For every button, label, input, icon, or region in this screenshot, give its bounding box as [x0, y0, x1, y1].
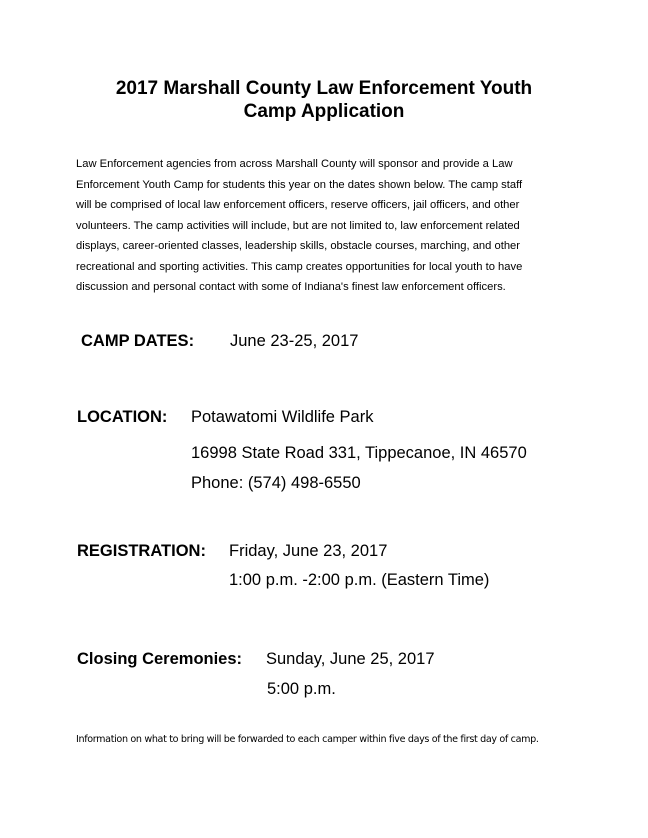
intro-line: recreational and sporting activities. This camp creates opportunities for local youth to have: [76, 260, 523, 273]
registration-time: 1:00 p.m. -2:00 p.m. (Eastern Time): [229, 571, 490, 589]
intro-line: will be comprised of local law enforcement officers, reserve officers, jail officers, and other: [76, 199, 520, 211]
location-address: 16998 State Road 331, Tippecanoe, IN 46570: [191, 444, 527, 462]
document-title-line-2: Camp Application: [243, 101, 405, 122]
closing-ceremonies-label: Closing Ceremonies:: [77, 650, 243, 668]
intro-line: discussion and personal contact with some of Indiana's finest law enforcement officers.: [76, 281, 506, 293]
intro-line: displays, career-oriented classes, leadership skills, obstacle courses, marching, and other: [76, 240, 520, 252]
intro-line: Law Enforcement agencies from across Marshall County will sponsor and provide a Law: [76, 158, 513, 170]
closing-label-row: [77, 649, 242, 669]
intro-paragraph: [76, 154, 586, 298]
closing-time: 5:00 p.m.: [267, 680, 336, 698]
location-label: LOCATION:: [77, 408, 168, 426]
camp-dates-value: June 23-25, 2017: [230, 332, 359, 350]
registration-date: Friday, June 23, 2017: [229, 542, 388, 560]
intro-line: volunteers. The camp activities will include, but are not limited to, law enforcement related: [76, 219, 520, 232]
location-phone: Phone: (574) 498-6550: [191, 474, 361, 492]
intro-line: Enforcement Youth Camp for students this year on the dates shown below. The camp staff: [76, 178, 523, 191]
registration-label: REGISTRATION:: [77, 542, 206, 560]
camp-dates-row: [81, 331, 194, 351]
document-title-line-1: 2017 Marshall County Law Enforcement Youth: [115, 78, 533, 99]
closing-date: Sunday, June 25, 2017: [266, 650, 435, 668]
location-name: Potawatomi Wildlife Park: [191, 408, 374, 426]
location-label-row: [77, 407, 167, 427]
footnote-text: Information on what to bring will be forwarded to each camper within five days of the first day of camp.: [76, 734, 539, 745]
camp-dates-label: CAMP DATES:: [81, 332, 195, 350]
registration-label-row: [77, 541, 206, 561]
